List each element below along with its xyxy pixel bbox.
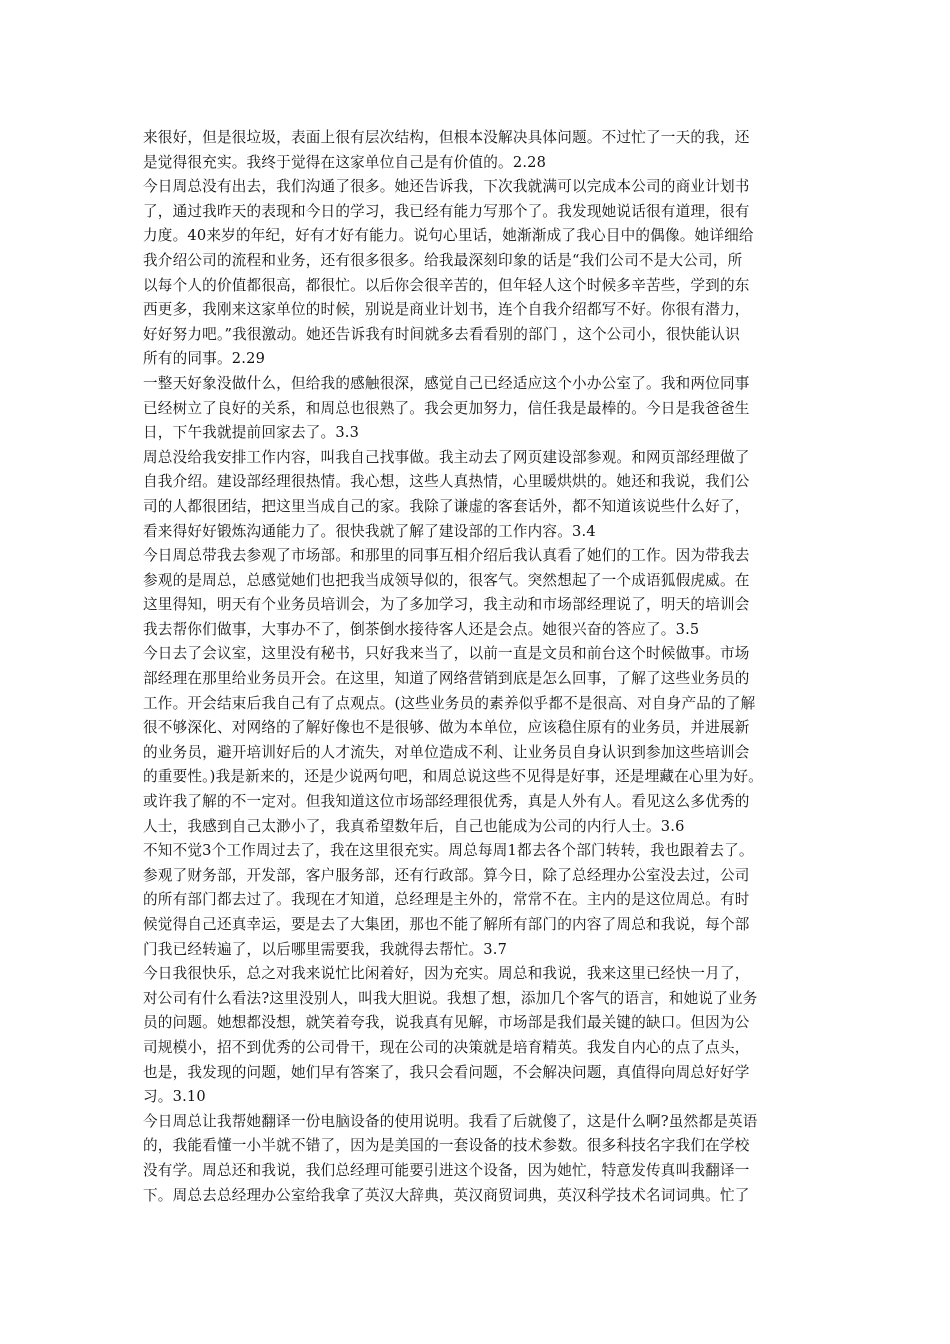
text-line: 今日我很快乐，总之对我来说忙比闲着好，因为充实。周总和我说，我来这里已经快一月了，	[143, 965, 750, 983]
text-line: 员的问题。她想都没想，就笑着夸我，说我真有见解，市场部是我们最关键的缺口。但因为公	[143, 1014, 750, 1032]
text-line: 已经树立了良好的关系，和周总也很熟了。我会更加努力，信任我是最棒的。今日是我爸爸生	[143, 399, 750, 417]
text-line: 我去帮你们做事，大事办不了，倒茶倒水接待客人还是会点。她很兴奋的答应了。3.5	[143, 620, 700, 638]
text-line: 司的人都很团结，把这里当成自己的家。我除了谦虚的客套话外，都不知道该说些什么好了，	[143, 497, 750, 515]
text-line: 来很好，但是很垃圾，表面上很有层次结构，但根本没解决具体问题。不过忙了一天的我，还	[143, 129, 750, 146]
text-line: 工作。开会结束后我自己有了点观点。(这些业务员的素养似乎都不是很高、对自身产品的了解	[143, 694, 756, 712]
text-line: 一整天好象没做什么，但给我的感触很深，感觉自己已经适应这个小办公室了。我和两位同事	[143, 374, 750, 392]
text-line: 我介绍公司的流程和业务，还有很多很多。给我最深刻印象的话是“我们公司不是大公司，所	[143, 251, 743, 269]
text-line: 候觉得自己还真幸运，要是去了大集团，那也不能了解所有部门的内容了周总和我说，每个部	[143, 916, 750, 933]
text-line: 或许我了解的不一定对。但我知道这位市场部经理很优秀，真是人外有人。看见这么多优秀的	[143, 793, 750, 811]
text-line: 今日去了会议室，这里没有秘书，只好我来当了，以前一直是文员和前台这个时候做事。市场	[143, 645, 750, 663]
text-line: 下。周总去总经理办公室给我拿了英汉大辞典，英汉商贸词典，英汉科学技术名词词典。忙了	[143, 1186, 750, 1204]
text-line: 参观了财务部，开发部，客户服务部，还有行政部。算今日，除了总经理办公室没去过，公司	[143, 866, 750, 884]
text-line: 参观的是周总，总感觉她们也把我当成领导似的，很客气。突然想起了一个成语狐假虎威。在	[143, 571, 750, 589]
text-line: 司规模小，招不到优秀的公司骨干，现在公司的决策就是培育精英。我发自内心的点了点头，	[143, 1038, 750, 1056]
text-line: 今日周总带我去参观了市场部。和那里的同事互相介绍后我认真看了她们的工作。因为带我去	[143, 547, 750, 565]
text-line: 日，下午我就提前回家去了。3.3	[143, 424, 360, 442]
text-line: 了，通过我昨天的表现和今日的学习，我已经有能力写那个了。我发现她说话很有道理，很有	[143, 202, 750, 220]
text-line: 周总没给我安排工作内容，叫我自己找事做。我主动去了网页建设部参观。和网页部经理做了	[143, 448, 750, 466]
text-line: 很不够深化、对网络的了解好像也不是很够、做为本单位，应该稳住原有的业务员，并进展新	[143, 719, 750, 737]
text-line: 没有学。周总还和我说，我们总经理可能要引进这个设备，因为她忙，特意发传真叫我翻译一	[143, 1161, 750, 1179]
text-line: 力度。40来岁的年纪，好有才好有能力。说句心里话，她渐渐成了我心目中的偶像。她详细给	[143, 227, 754, 245]
text-line: 也是，我发现的问题，她们早有答案了，我只会看问题，不会解决问题，真值得向周总好好学	[143, 1063, 750, 1081]
text-line: 的所有部门都去过了。我现在才知道，总经理是主外的，常常不在。主内的是这位周总。有时	[143, 891, 750, 909]
text-line: 习。3.10	[143, 1088, 206, 1106]
text-line: 好好努力吧。”我很激动。她还告诉我有时间就多去看看别的部门 ，这个公司小，很快能认识	[143, 325, 740, 343]
text-line: 以每个人的价值都很高，都很忙。以后你会很辛苦的，但年轻人这个时候多辛苦些，学到的东	[143, 276, 750, 294]
document-body	[143, 126, 818, 1208]
text-line: 的业务员，避开培训好后的人才流失，对单位造成不利、让业务员自身认识到参加这些培训会	[143, 743, 750, 761]
text-line: 自我介绍。建设部经理很热情。我心想，这些人真热情，心里暖烘烘的。她还和我说，我们公	[143, 473, 750, 491]
text-line: 所有的同事。2.29	[143, 350, 266, 368]
text-line: 对公司有什么看法?这里没别人，叫我大胆说。我想了想，添加几个客气的语言，和她说了业务	[143, 989, 758, 1007]
text-line: 部经理在那里给业务员开会。在这里，知道了网络营销到底是怎么回事，了解了这些业务员的	[143, 670, 750, 688]
text-line: 今日周总没有出去，我们沟通了很多。她还告诉我，下次我就满可以完成本公司的商业计划书	[143, 178, 750, 196]
text-line: 人士，我感到自己太渺小了，我真希望数年后，自己也能成为公司的内行人士。3.6	[143, 817, 685, 835]
text-line: 不知不觉3个工作周过去了，我在这里很充实。周总每周1都去各个部门转转，我也跟着去了。	[143, 842, 754, 860]
text-line: 门我已经转遍了，以后哪里需要我，我就得去帮忙。3.7	[143, 940, 508, 958]
text-line: 这里得知，明天有个业务员培训会，为了多加学习，我主动和市场部经理说了，明天的培训会	[143, 596, 750, 614]
text-line: 西更多，我刚来这家单位的时候，别说是商业计划书，连个自我介绍都写不好。你很有潜力，	[143, 301, 750, 319]
text-line: 是觉得很充实。我终于觉得在这家单位自己是有价值的。2.28	[143, 153, 547, 171]
text-line: 的重要性。)我是新来的，还是少说两句吧，和周总说这些不见得是好事，还是埋藏在心里为好。	[143, 768, 763, 786]
text-line: 今日周总让我帮她翻译一份电脑设备的使用说明。我看了后就傻了，这是什么啊?虽然都是英语	[143, 1112, 758, 1130]
text-line: 的，我能看懂一小半就不错了，因为是美国的一套设备的技术参数。很多科技名字我们在学校	[143, 1137, 750, 1155]
text-line: 看来得好好锻炼沟通能力了。很快我就了解了建设部的工作内容。3.4	[143, 522, 596, 540]
